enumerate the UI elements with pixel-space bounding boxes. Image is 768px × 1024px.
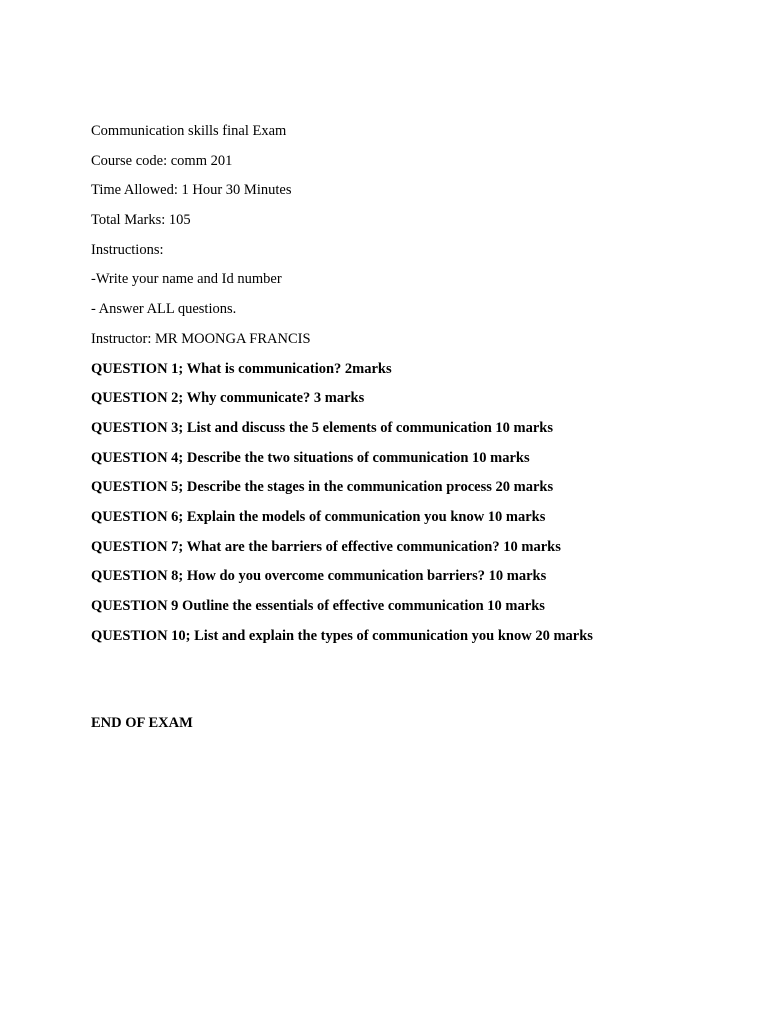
question-2: QUESTION 2; Why communicate? 3 marks [91,390,365,407]
instruction-item: -Write your name and Id number [91,271,282,288]
question-9: QUESTION 9 Outline the essentials of effective communication 10 marks [91,598,545,614]
end-of-exam: END OF EXAM [91,715,193,731]
question-6: QUESTION 6; Explain the models of communication you know 10 marks [91,508,546,525]
total-marks: Total Marks: 105 [91,212,191,229]
time-allowed: Time Allowed: 1 Hour 30 Minutes [91,182,292,199]
instruction-item: - Answer ALL questions. [91,301,237,318]
question-8: QUESTION 8; How do you overcome communication barriers? 10 marks [91,568,547,585]
instructions-label: Instructions: [91,241,164,258]
exam-title: Communication skills final Exam [91,123,287,139]
question-3: QUESTION 3; List and discuss the 5 elements of communication 10 marks [91,419,554,436]
instructor: Instructor: MR MOONGA FRANCIS [91,330,311,347]
question-7: QUESTION 7; What are the barriers of effective communication? 10 marks [91,538,561,555]
exam-content [91,121,731,655]
question-5: QUESTION 5; Describe the stages in the communication process 20 marks [91,479,554,496]
question-10: QUESTION 10; List and explain the types of communication you know 20 marks [91,627,593,644]
question-4: QUESTION 4; Describe the two situations of communication 10 marks [91,449,530,466]
course-code: Course code: comm 201 [91,152,233,169]
question-1: QUESTION 1; What is communication? 2marks [91,360,392,377]
